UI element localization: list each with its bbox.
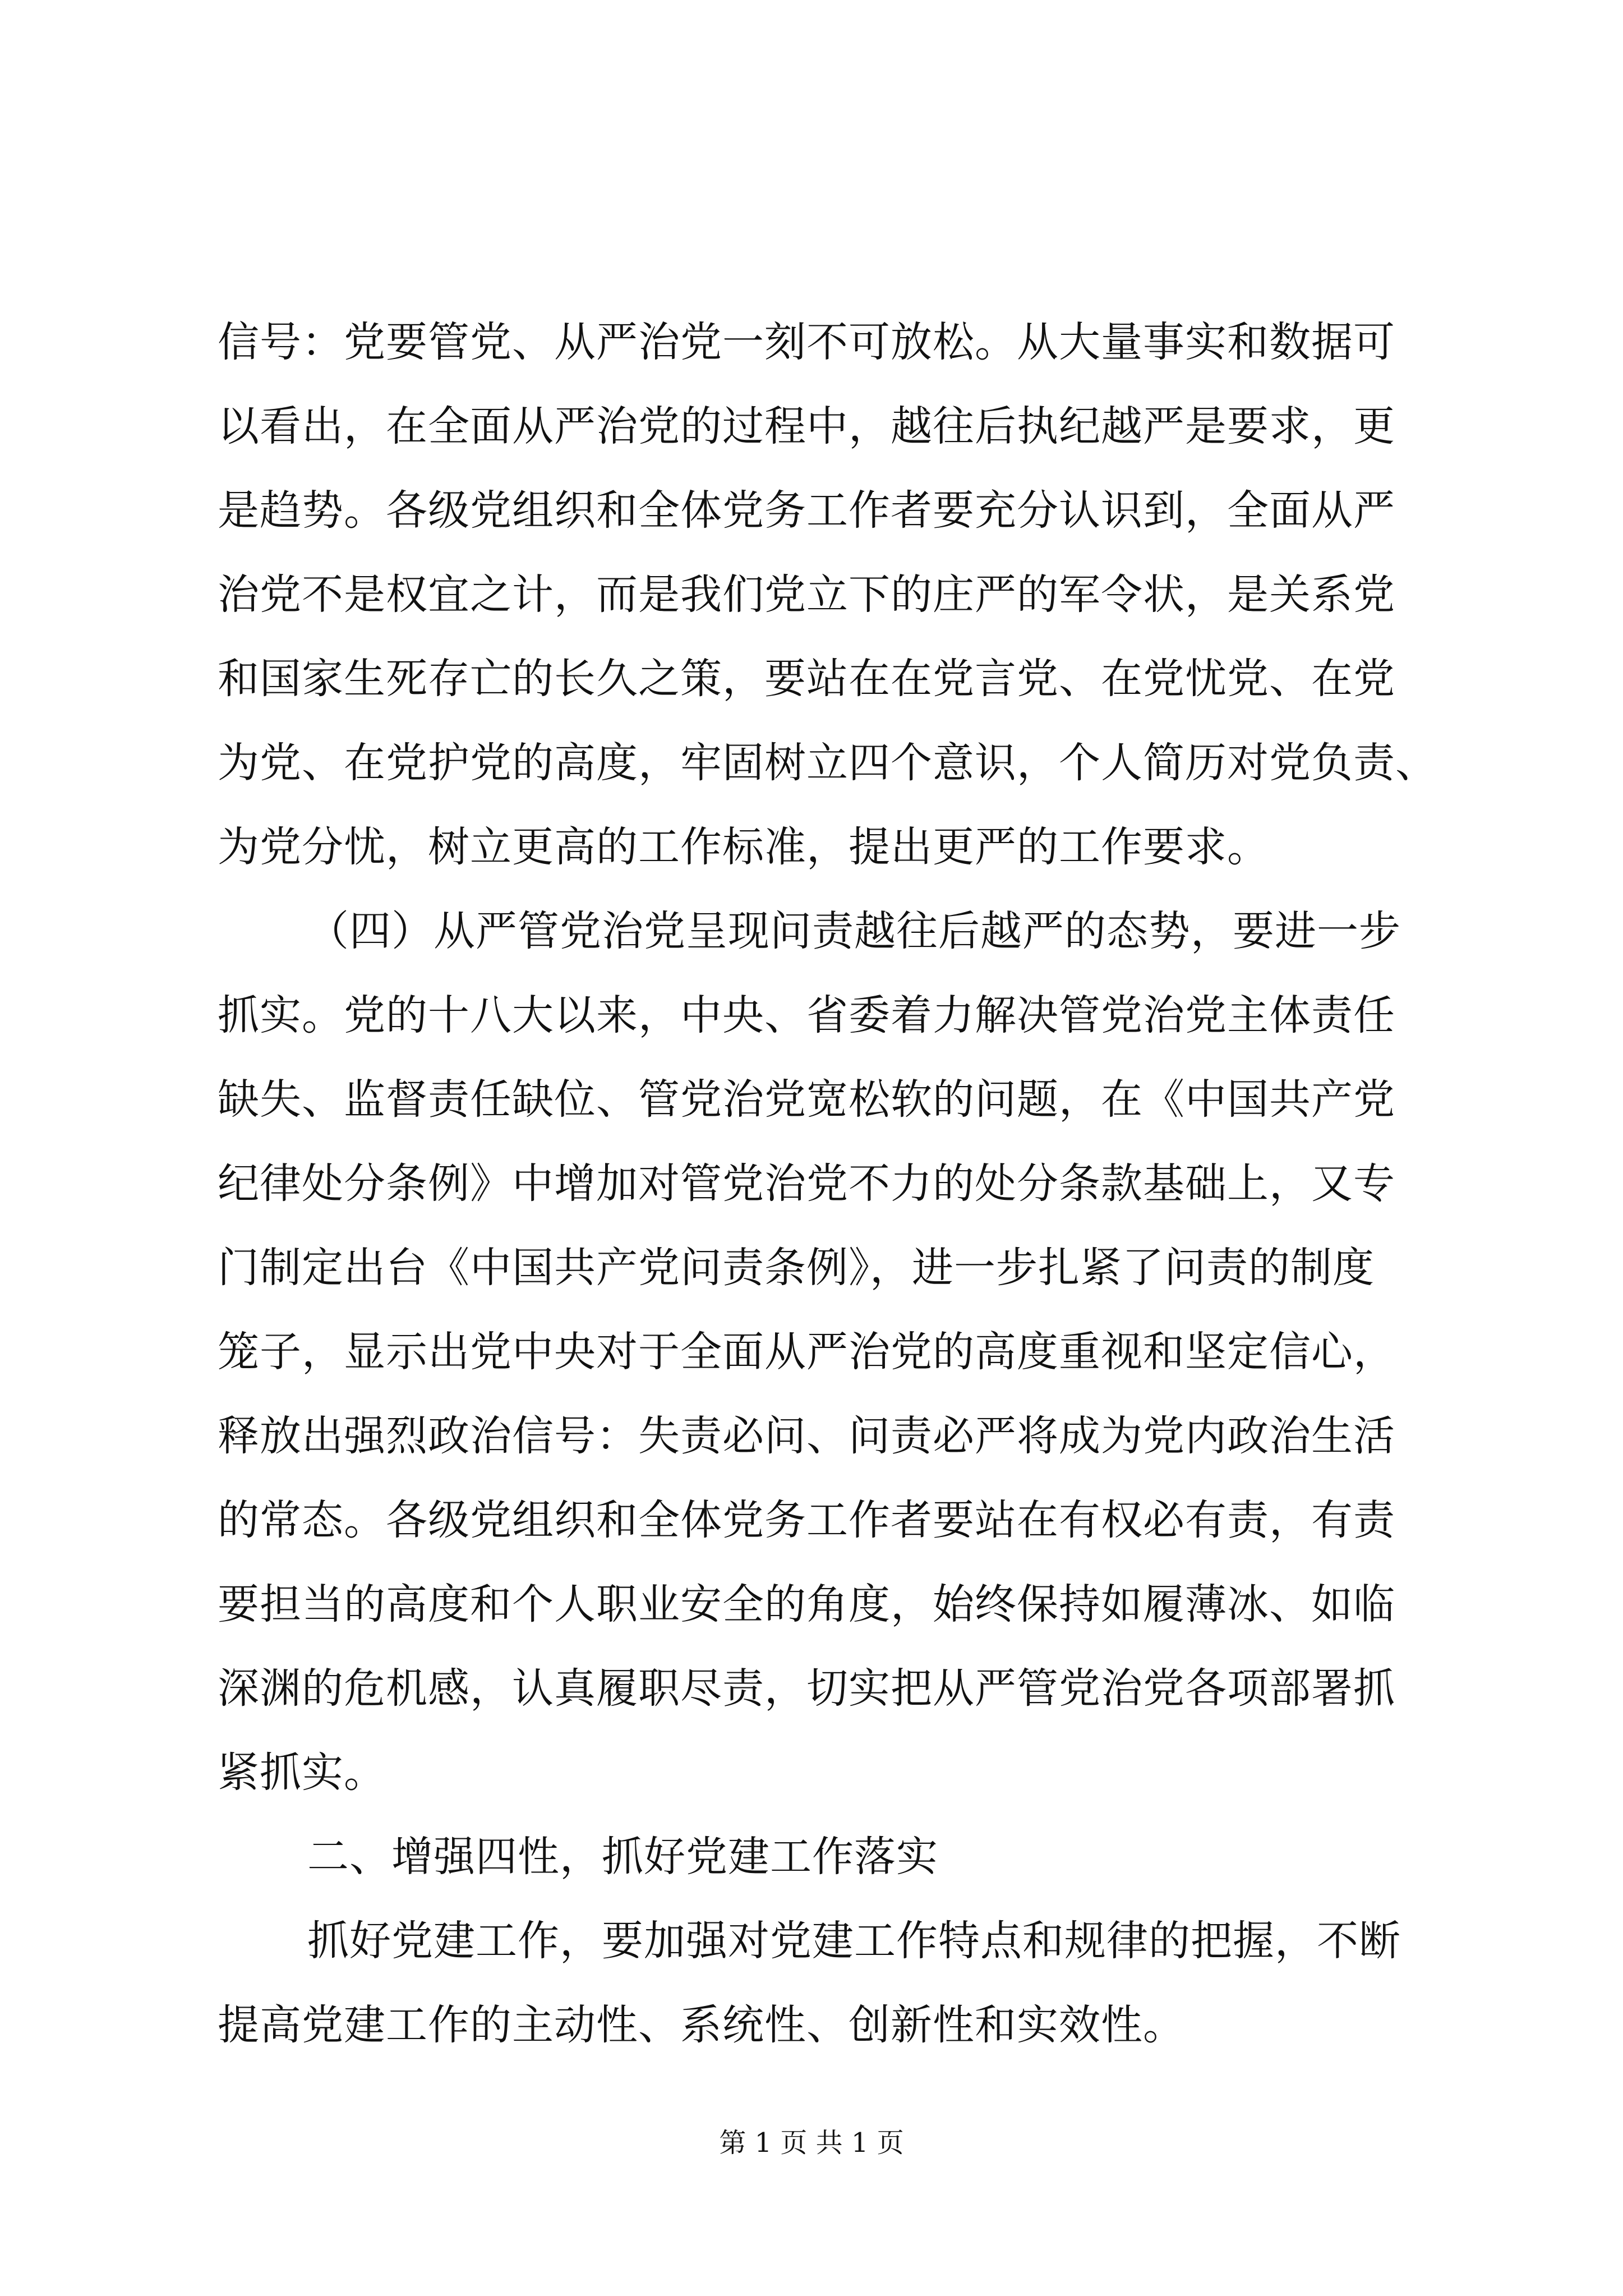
text-line: 深渊的危机感，认真履职尽责，切实把从严管党治党各项部署抓 xyxy=(218,1664,1395,1713)
text-line: 要担当的高度和个人职业安全的角度，始终保持如履薄冰、如临 xyxy=(218,1580,1395,1628)
text-line: 纪律处分条例》中增加对管党治党不力的处分条款基础上，又专 xyxy=(218,1159,1395,1208)
text-line: 为党、在党护党的高度，牢固树立四个意识，个人简历对党负责、 xyxy=(218,739,1437,787)
text-line: 门制定出台《中国共产党问责条例》，进一步扎紧了问责的制度 xyxy=(218,1244,1375,1292)
text-line: 为党分忧，树立更高的工作标准，提出更严的工作要求。 xyxy=(218,823,1269,871)
text-line: 以看出，在全面从严治党的过程中，越往后执纪越严是要求，更 xyxy=(218,402,1395,450)
page-footer: 第 1 页 共 1 页 xyxy=(719,2127,904,2159)
text-line: 抓实。党的十八大以来，中央、省委着力解决管党治党主体责任 xyxy=(218,991,1395,1039)
text-line: 治党不是权宜之计，而是我们党立下的庄严的军令状，是关系党 xyxy=(218,570,1395,619)
text-line: 紧抓实。 xyxy=(218,1749,386,1797)
paragraph-first-line: （四）从严管党治党呈现问责越往后越严的态势，要进一步 xyxy=(307,907,1401,955)
text-line: 和国家生死存亡的长久之策，要站在在党言党、在党忧党、在党 xyxy=(218,655,1395,703)
text-line: 缺失、监督责任缺位、管党治党宽松软的问题，在《中国共产党 xyxy=(218,1075,1395,1124)
text-line: 释放出强烈政治信号：失责必问、问责必严将成为党内政治生活 xyxy=(218,1412,1395,1460)
paragraph-first-line: 抓好党建工作，要加强对党建工作特点和规律的把握，不断 xyxy=(307,1917,1401,1965)
text-line: 提高党建工作的主动性、系统性、创新性和实效性。 xyxy=(218,2001,1185,2049)
text-line: 是趋势。各级党组织和全体党务工作者要充分认识到，全面从严 xyxy=(218,486,1395,535)
text-line: 信号：党要管党、从严治党一刻不可放松。从大量事实和数据可 xyxy=(218,318,1395,366)
text-line: 笼子，显示出党中央对于全面从严治党的高度重视和坚定信心， xyxy=(218,1328,1395,1376)
section-heading: 二、增强四性，抓好党建工作落实 xyxy=(307,1833,938,1881)
text-line: 的常态。各级党组织和全体党务工作者要站在有权必有责，有责 xyxy=(218,1496,1395,1544)
